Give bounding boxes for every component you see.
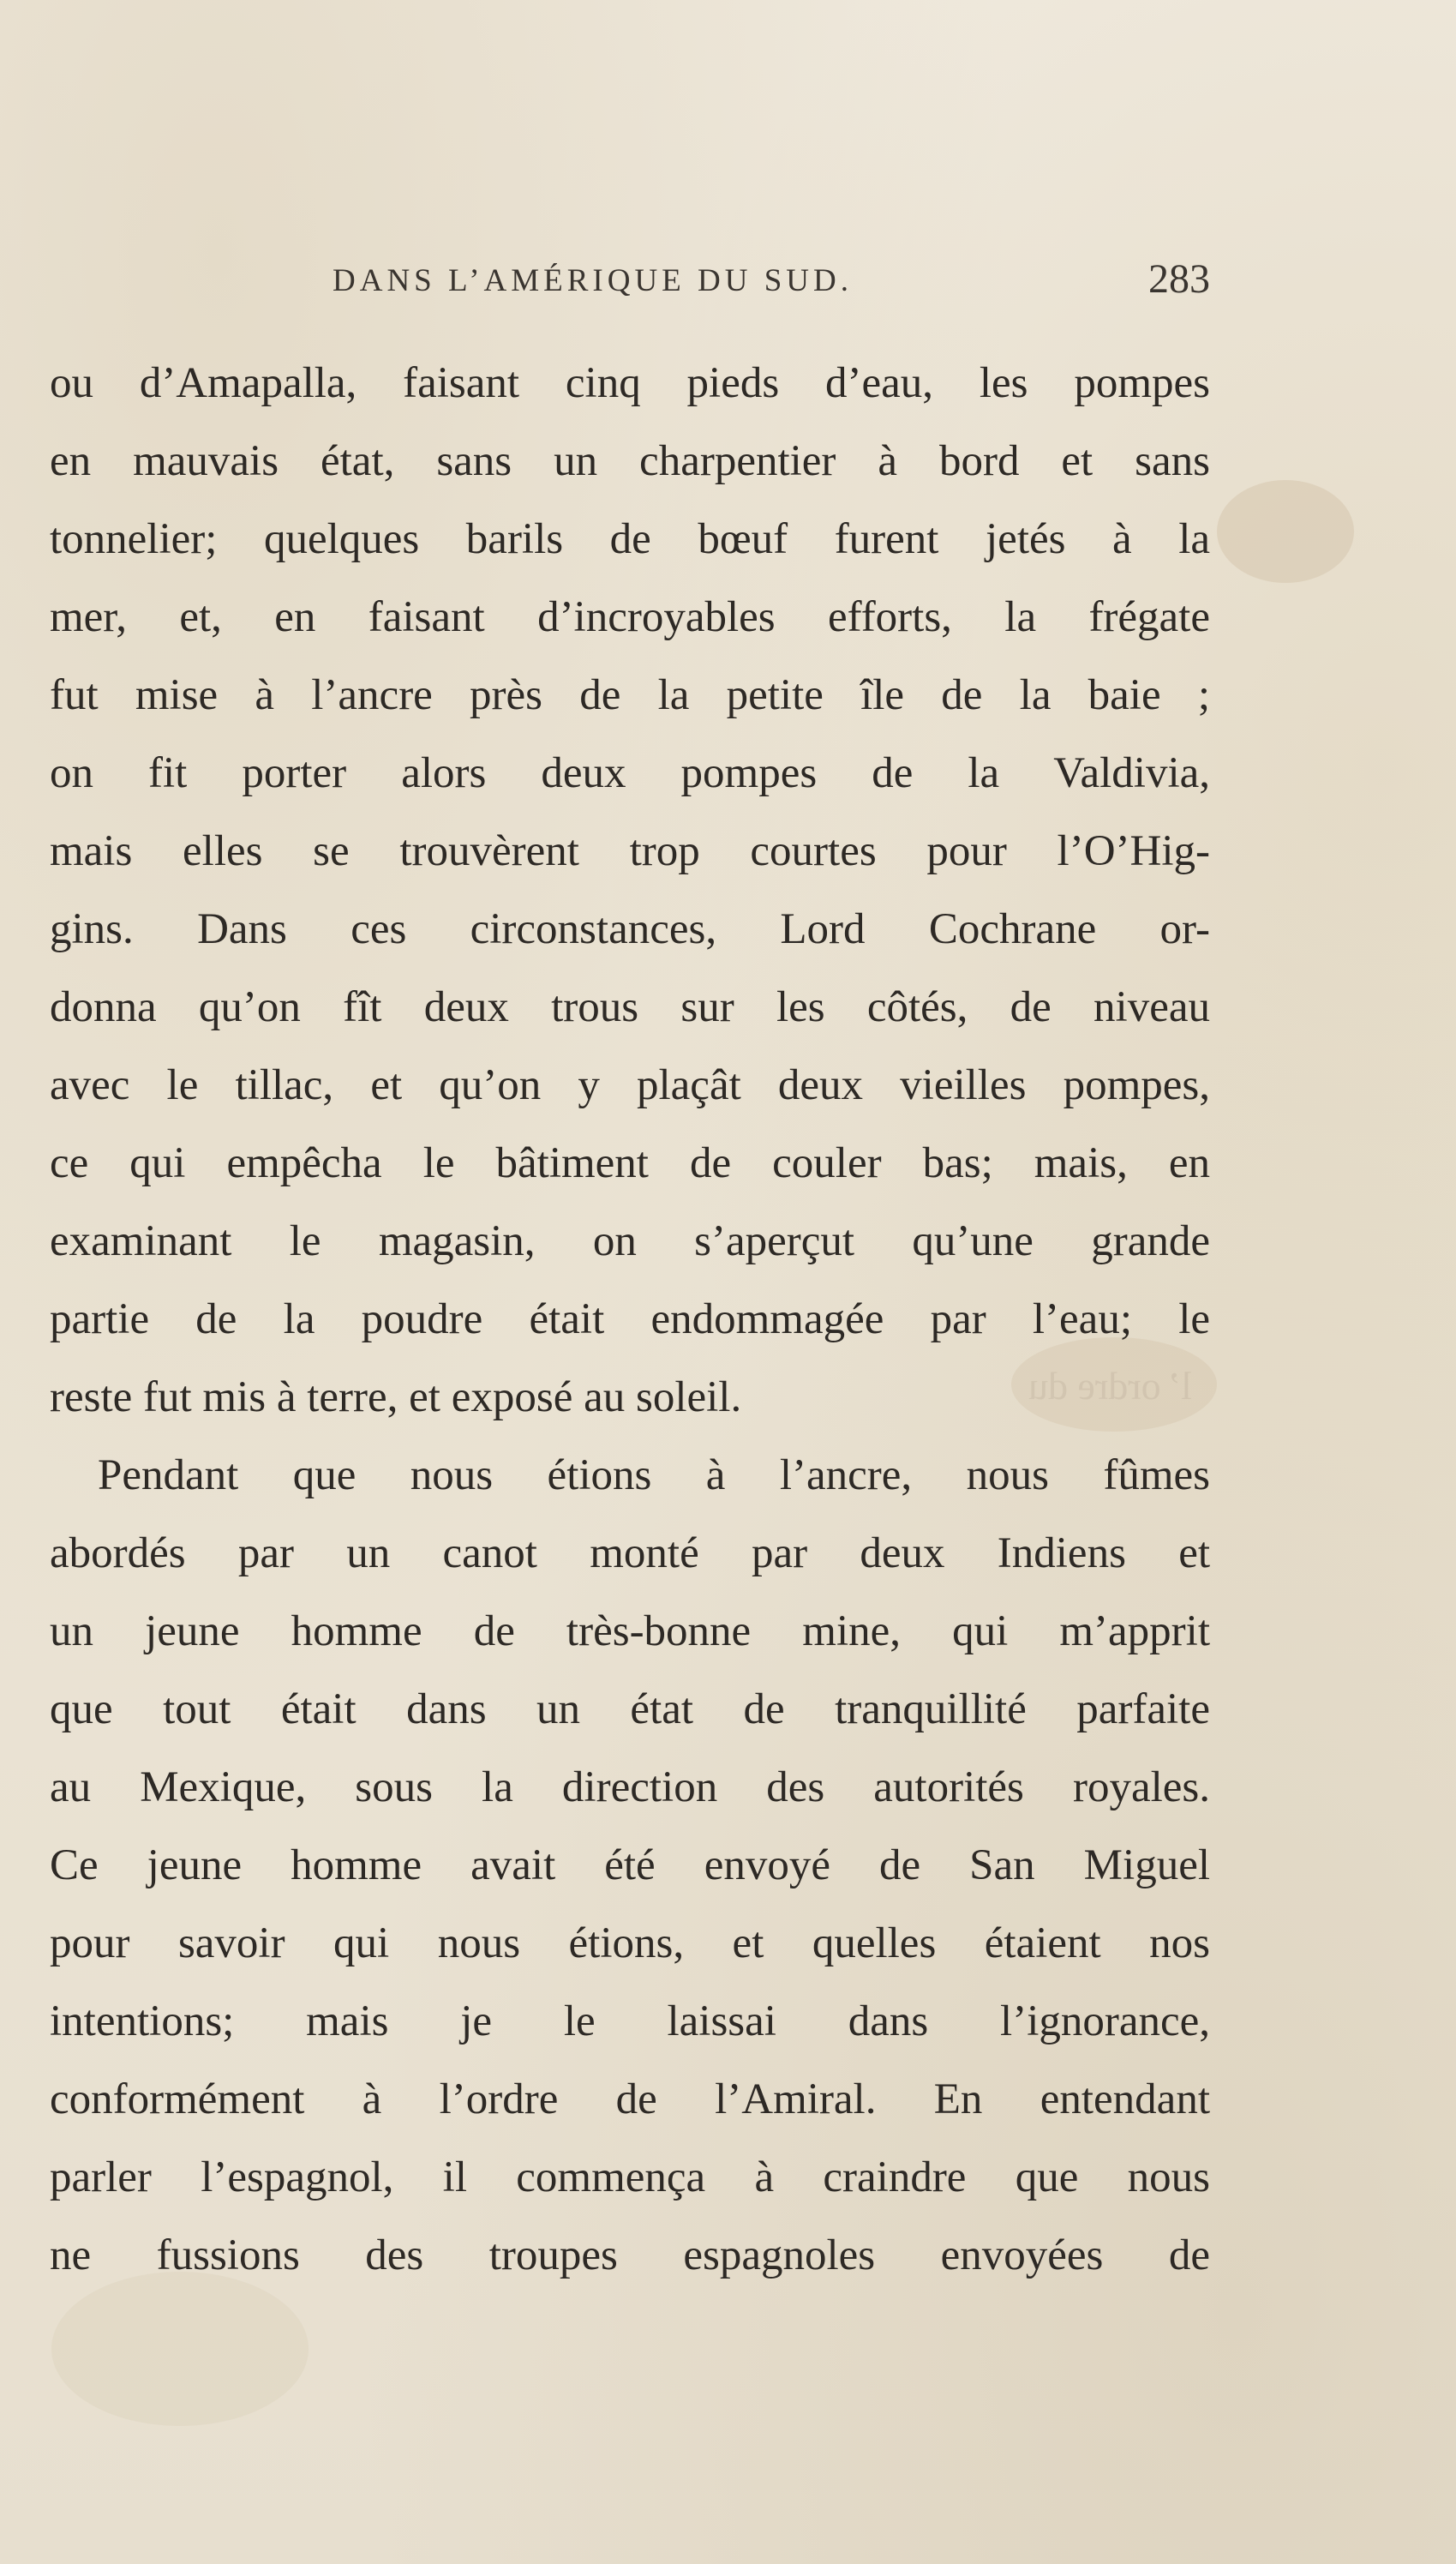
text-line: conformément à l’ordre de l’Amiral. En entendant <box>50 2075 1210 2123</box>
text-line: avec le tillac, et qu’on y plaçât deux vieilles pompes, <box>50 1061 1210 1109</box>
text-line: abordés par un canot monté par deux Indiens et <box>50 1529 1210 1577</box>
text-line: pour savoir qui nous étions, et quelles étaient nos <box>50 1919 1210 1967</box>
text-line: en mauvais état, sans un charpentier à bord et sans <box>50 437 1210 485</box>
text-line: Pendant que nous étions à l’ancre, nous fûmes <box>98 1451 1210 1499</box>
text-line: partie de la poudre était endommagée par l’eau; le <box>50 1295 1210 1343</box>
text-line: au Mexique, sous la direction des autorités royales. <box>50 1763 1210 1811</box>
page-number: 283 <box>1148 256 1210 302</box>
text-line: un jeune homme de très-bonne mine, qui m’apprit <box>50 1607 1210 1655</box>
text-line: parler l’espagnol, il commença à craindre que nous <box>50 2153 1210 2201</box>
text-line: reste fut mis à terre, et exposé au soleil. <box>50 1373 742 1421</box>
paragraph-1 <box>50 345 1210 1437</box>
paper-stain <box>51 2272 309 2426</box>
running-title: DANS L’AMÉRIQUE DU SUD. <box>333 263 853 298</box>
show-through-text: l’ ordre du <box>1028 1364 1192 1408</box>
text-line: intentions; mais je le laissai dans l’ignorance, <box>50 1997 1210 2045</box>
running-head <box>50 255 1210 307</box>
text-line: ne fussions des troupes espagnoles envoyées de <box>50 2231 1210 2279</box>
text-line: que tout était dans un état de tranquillité parfaite <box>50 1685 1210 1733</box>
text-line: ce qui empêcha le bâtiment de couler bas; mais, en <box>50 1139 1210 1187</box>
text-line: ou d’Amapalla, faisant cinq pieds d’eau, les pompes <box>50 359 1210 407</box>
text-line: fut mise à l’ancre près de la petite île de la baie ; <box>50 671 1210 719</box>
text-line: Ce jeune homme avait été envoyé de San Miguel <box>50 1841 1210 1889</box>
text-line: mer, et, en faisant d’incroyables efforts, la frégate <box>50 593 1210 641</box>
text-line: mais elles se trouvèrent trop courtes pour l’O’Hig- <box>50 827 1210 875</box>
text-line: examinant le magasin, on s’aperçut qu’une grande <box>50 1217 1210 1265</box>
paragraph-2 <box>50 1437 1210 2295</box>
text-line: donna qu’on fît deux trous sur les côtés, de niveau <box>50 983 1210 1031</box>
body-text <box>50 345 1210 2295</box>
paper-stain <box>1217 480 1354 583</box>
text-line: tonnelier; quelques barils de bœuf furent jetés à la <box>50 515 1210 563</box>
text-line: on fit porter alors deux pompes de la Valdivia, <box>50 749 1210 797</box>
text-line: gins. Dans ces circonstances, Lord Cochrane or- <box>50 905 1210 953</box>
